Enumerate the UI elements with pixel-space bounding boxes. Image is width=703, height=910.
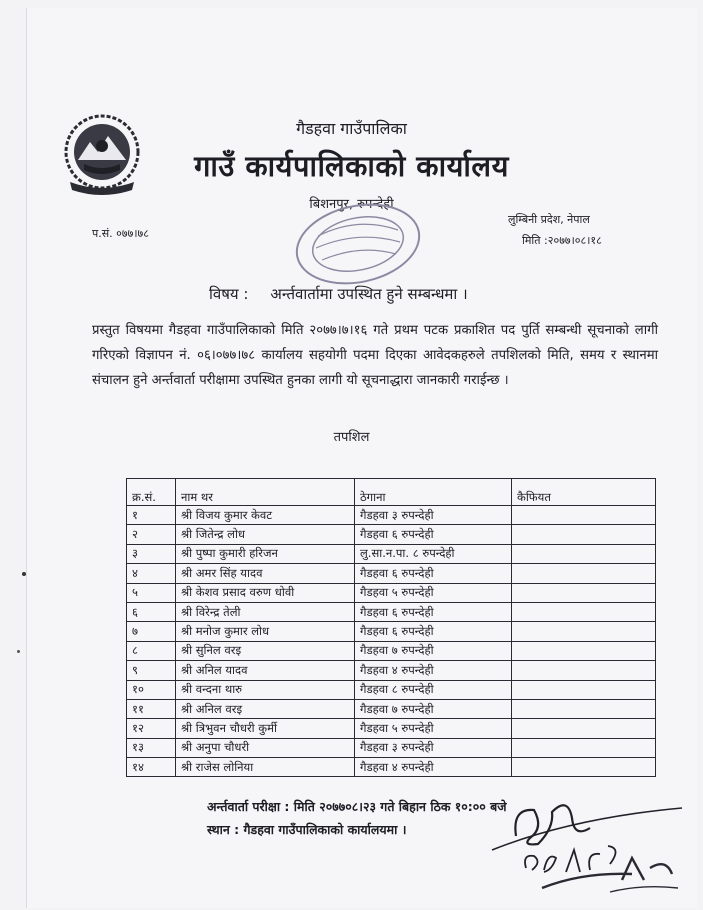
table-header-row [127, 479, 656, 506]
row-name: श्री त्रिभुवन चौधरी कुर्मी [176, 719, 355, 738]
row-serial: ४ [127, 564, 176, 583]
table-row [127, 583, 656, 602]
row-name: श्री सुनिल वरइ [176, 641, 355, 660]
row-remark [512, 738, 656, 757]
row-address: गैडहवा ४ रुपन्देही [355, 758, 512, 777]
table-row [127, 699, 656, 718]
row-serial: १३ [127, 738, 176, 757]
row-name: श्री विरेन्द्र तेली [176, 602, 355, 621]
row-remark [512, 525, 656, 544]
row-serial: ८ [127, 641, 176, 660]
row-remark [512, 564, 656, 583]
row-name: श्री वन्दना थारु [176, 680, 355, 699]
row-name: श्री विजय कुमार केवट [176, 506, 355, 525]
exam-schedule: अर्न्तवार्ता परीक्षा : मिति २०७७०८।२३ गते बिहान ठिक १०:०० बजे [207, 799, 507, 814]
row-remark [512, 622, 656, 641]
row-serial: ७ [127, 622, 176, 641]
row-name: श्री मनोज कुमार लोध [176, 622, 355, 641]
row-address: गैडहवा ६ रुपन्देही [355, 622, 512, 641]
row-name: श्री अनिल वरइ [176, 699, 355, 718]
row-remark [512, 680, 656, 699]
row-serial: ९ [127, 661, 176, 680]
row-name: श्री अमर सिंह यादव [176, 564, 355, 583]
row-remark [512, 699, 656, 718]
table-row [127, 602, 656, 621]
subject-line [209, 284, 468, 304]
col-name: नाम थर [176, 479, 355, 506]
row-serial: १४ [127, 758, 176, 777]
office-name: गैडहवा गाउँपालिका [296, 119, 407, 138]
office-title: गाउँ कार्यपालिकाको कार्यालय [194, 149, 509, 183]
row-address: गैडहवा ३ रुपन्देही [355, 738, 512, 757]
exam-venue: स्थान : गैडहवा गाउँपालिकाको कार्यालयमा । [207, 822, 407, 837]
table-row [127, 738, 656, 757]
row-remark [512, 641, 656, 660]
row-serial: १ [127, 506, 176, 525]
table-row [127, 641, 656, 660]
col-address: ठेगाना [355, 479, 512, 506]
province-label: लुम्बिनी प्रदेश, नेपाल [508, 213, 590, 226]
row-name: श्री अनुपा चौधरी [176, 738, 355, 757]
row-name: श्री जितेन्द्र लोध [176, 525, 355, 544]
scan-mark [17, 650, 20, 653]
row-remark [512, 758, 656, 777]
subject-text: अर्न्तवार्तामा उपस्थित हुने सम्बन्धमा । [270, 285, 468, 303]
office-address: बिशनपुर, रुपन्देही [309, 197, 394, 212]
row-remark [512, 602, 656, 621]
row-serial: ११ [127, 699, 176, 718]
scan-mark [22, 572, 26, 576]
row-serial: ५ [127, 583, 176, 602]
table-row [127, 758, 656, 777]
table-row [127, 680, 656, 699]
details-heading: तपशिल [333, 430, 370, 445]
row-address: गैडहवा ७ रुपन्देही [355, 641, 512, 660]
row-address: गैडहवा ६ रुपन्देही [355, 564, 512, 583]
row-address: गैडहवा ७ रुपन्देही [355, 699, 512, 718]
table-row [127, 525, 656, 544]
candidate-table [126, 478, 656, 777]
col-serial: क्र.सं. [127, 479, 176, 506]
row-remark [512, 583, 656, 602]
row-serial: १० [127, 680, 176, 699]
col-remark: कैफियत [512, 479, 656, 506]
row-address: गैडहवा ४ रुपन्देही [355, 661, 512, 680]
office-stamp-icon [288, 196, 428, 288]
table-row [127, 622, 656, 641]
row-remark [512, 544, 656, 563]
notice-body: प्रस्तुत विषयमा गैडहवा गाउँपालिकाको मिति २०७७।७।१६ गते प्रथम पटक प्रकाशित पद पुर्ति सम्बन्धी सूचनाको लागी गरिएको विज्ञापन नं. ०६।०७७।७८ कार्यालय सहयोगी पदमा दिएका आवेदकहरुले तपशिलको मिति, समय र स्थानमा संचालन हुने अर्न्तवार्ता परीक्षामा उपस्थित हुनका लागी यो सूचनाद्धारा जानकारी गराईन्छ । [92, 323, 658, 388]
row-address: गैडहवा ६ रुपन्देही [355, 525, 512, 544]
letter-date: मिति :२०७७।०८।१८ [522, 234, 602, 247]
row-name: श्री पुष्पा कुमारी हरिजन [176, 544, 355, 563]
signature-icon [482, 788, 692, 906]
row-serial: ६ [127, 602, 176, 621]
row-remark [512, 506, 656, 525]
row-serial: ३ [127, 544, 176, 563]
row-address: गैडहवा ३ रुपन्देही [355, 506, 512, 525]
row-name: श्री अनिल यादव [176, 661, 355, 680]
reference-number: प.सं. ०७७।७८ [92, 227, 149, 240]
subject-label: विषय : [209, 285, 249, 303]
row-address: गैडहवा ५ रुपन्देही [355, 719, 512, 738]
table-row [127, 661, 656, 680]
row-address: गैडहवा ८ रुपन्देही [355, 680, 512, 699]
row-remark [512, 719, 656, 738]
table-row [127, 544, 656, 563]
table-row [127, 506, 656, 525]
row-name: श्री केशव प्रसाद वरुण धोवी [176, 583, 355, 602]
row-name: श्री राजेस लोनिया [176, 758, 355, 777]
row-serial: २ [127, 525, 176, 544]
row-address: गैडहवा ६ रुपन्देही [355, 602, 512, 621]
row-serial: १२ [127, 719, 176, 738]
row-address: गैडहवा ५ रुपन्देही [355, 583, 512, 602]
row-remark [512, 661, 656, 680]
table-row [127, 564, 656, 583]
row-address: लु.सा.न.पा. ८ रुपन्देही [355, 544, 512, 563]
table-row [127, 719, 656, 738]
